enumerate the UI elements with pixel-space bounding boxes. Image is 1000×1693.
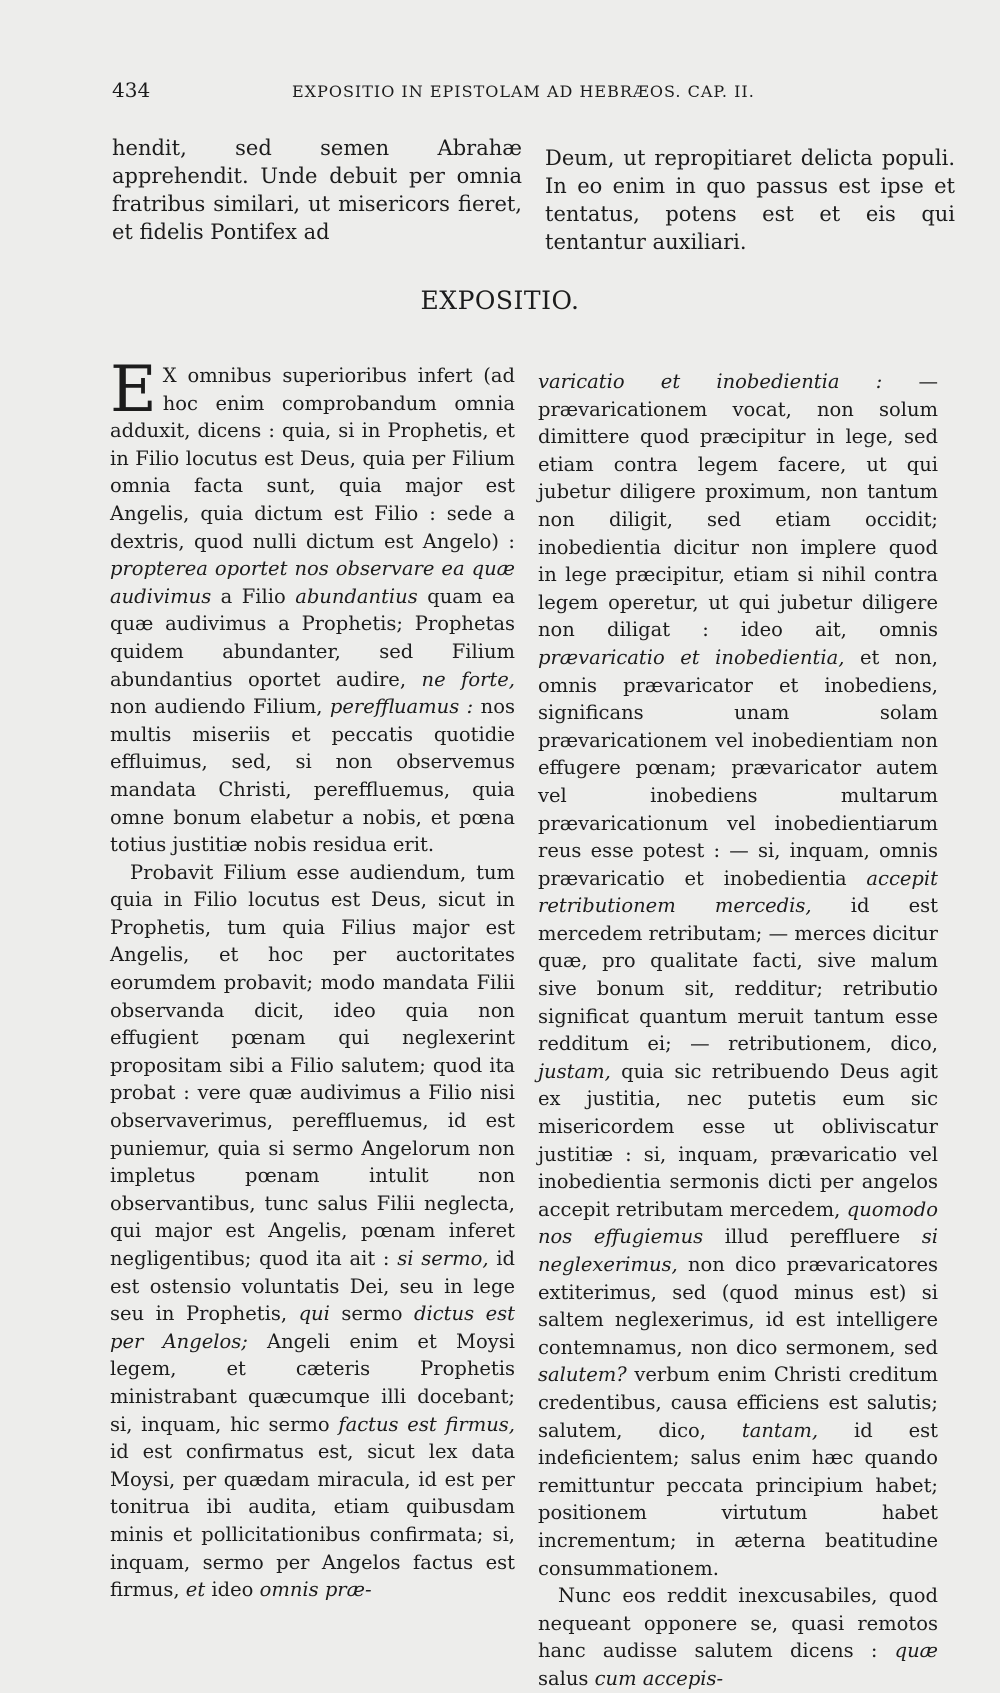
text-run: quam ea quæ audivimus a Prophetis; Prophetas quidem abundanter, sed Filium abundantius oportet audire, [110, 584, 515, 691]
commentary-right-column [538, 368, 938, 1693]
scripture-right-paragraph: Deum, ut repropitiaret delicta populi. In eo enim in quo passus est ipse et tentatus, potens est et eis qui tentantur auxiliari. [545, 146, 955, 254]
italic-run: quomodo nos effugiemus [538, 1197, 938, 1249]
text-run: quia sic retribuendo Deus agit ex justitia, nec putetis eum sic misericordem esse ut obliviscatur justitiæ : si, inquam, prævaricatio vel inobedientia sermonis dicti per angelos accepit retributam mercedem, [538, 1059, 938, 1221]
text-run: id est mercedem retributam; — merces dicitur quæ, pro qualitate facti, sive malum sive bonum sit, redditur; retributio significat quantum meruit tantum esse redditum ei; — retributionem, dico, [538, 894, 938, 1056]
scripture-text-right [545, 144, 955, 256]
text-run: et non, omnis prævaricator et inobediens, significans unam solam prævaricationem vel inobedientiam non effugere pœnam; prævaricator autem vel inobediens multarum prævaricationum vel inobedientiarum reus esse potest : — si, inquam, omnis prævaricatio et inobedientia [538, 645, 938, 890]
italic-run: cum accepis- [594, 1666, 724, 1690]
italic-run: si sermo, [397, 1247, 489, 1270]
text-run: Probavit Filium esse audiendum, tum quia in Filio locutus est Deus, sicut in Prophetis, tum quia Filius major est Angelis, et hoc per auctoritates eorumdem probavit; modo mandata Filii observanda dicit, ideo quia non effugient pœnam qui neglexerint propositam sibi a Filio salutem; quod ita probat : vere quæ audivimus a Filio nisi observaverimus, pereffluemus, id est puniemur, quia si sermo Angelorum non impletus pœnam intulit non observantibus, tunc salus Filii neglecta, qui major est Angelis, pœnam inferet negligentibus; quod ita ait : [110, 860, 515, 1270]
text-run: a Filio [211, 584, 296, 608]
italic-run: justam, [538, 1059, 611, 1083]
page-number: 434 [112, 78, 151, 102]
text-run: verbum enim Christi creditum credentibus, causa efficiens est salutis; salutem, dico, [538, 1363, 938, 1442]
text-run: non audiendo Filium, [110, 695, 330, 719]
italic-run: tantam, [741, 1418, 819, 1442]
italic-run: salutem? [538, 1363, 627, 1387]
scripture-text-left [112, 134, 522, 246]
text-run: id est confirmatus est, sicut lex data Moysi, per quædam miracula, id est per tonitrua ibi audita, etiam quibusdam minis et pollicitationibus confirmata; si, inquam, sermo per Angelos factus est firmus, [110, 1440, 515, 1602]
text-run: Angeli enim et Moysi legem, et cæteris Prophetis ministrabant quæcumque illi docebant; si, inquam, hic sermo [110, 1329, 515, 1436]
italic-run: accepit retributionem mercedis, [538, 866, 938, 918]
commentary-paragraph [538, 368, 938, 1582]
italic-run: qui [298, 1302, 330, 1326]
italic-run: propterea oportet nos observare ea quæ audivimus [110, 557, 515, 608]
commentary-left-column [110, 353, 515, 1604]
text-run: — prævaricationem vocat, non solum dimittere quod præcipitur in lege, sed etiam contra legem facere, ut qui jubetur diligere proximum, non tantum non diligit, sed etiam occidit; inobedientia dicitur non implere quod in lege præcipitur, etiam si nihil contra legem operetur, ut qui jubetur diligere non diligat : ideo ait, omnis [538, 370, 938, 642]
text-run: id est ostensio voluntatis Dei, seu in lege seu in Prophetis, [110, 1247, 515, 1326]
italic-run: pereffluamus : [329, 695, 474, 719]
text-run: ideo [205, 1578, 260, 1602]
italic-run: omnis præ- [259, 1578, 372, 1602]
italic-run: si neglexerimus, [538, 1225, 938, 1276]
italic-run: prævaricatio et inobedientia, [538, 645, 845, 669]
drop-cap: E [110, 353, 157, 427]
text-run: illud pereffluere [703, 1225, 922, 1249]
text-run: sermo [329, 1302, 415, 1326]
text-run: non dico prævaricatores extiterimus, sed (quod minus est) si saltem neglexerimus, id est intelligere contemnamus, non dico sermonem, sed [538, 1253, 938, 1359]
commentary-paragraph [538, 1582, 938, 1692]
italic-run: et [185, 1578, 206, 1602]
text-run: id est indeficientem; salus enim hæc quando remittuntur peccata principium habet; positionem virtutum habet incrementum; in æterna beatitudine consummationem. [538, 1418, 938, 1580]
section-title: EXPOSITIO. [420, 286, 580, 315]
text-run: nos multis miseriis et peccatis quotidie effluimus, sed, si non observemus mandata Christi, pereffluemus, quia omne bonum elabetur a nobis, et pœna totius justitiæ nobis residua erit. [110, 695, 515, 857]
text-run: salus [538, 1666, 595, 1690]
italic-run: ne forte, [421, 667, 515, 691]
italic-run: abundantius [295, 584, 418, 608]
italic-run: dictus est per Angelos; [110, 1302, 515, 1353]
running-head: EXPOSITIO IN EPISTOLAM AD HEBRÆOS. CAP. II. [292, 82, 755, 101]
scripture-left-paragraph: hendit, sed semen Abrahæ apprehendit. Unde debuit per omnia fratribus similari, ut misericors fieret, et fidelis Pontifex ad [112, 136, 522, 244]
text-run: Nunc eos reddit inexcusabiles, quod nequeant opponere se, quasi remotos hanc audisse salutem dicens : [538, 1584, 938, 1663]
page-header [112, 78, 872, 108]
commentary-paragraph [110, 859, 515, 1604]
text-run: X omnibus superioribus infert (ad hoc enim comprobandum omnia adduxit, dicens : quia, si in Prophetis, et in Filio locutus est Deus, quia per Filium omnia facta sunt, quia major est Angelis, quia dictum est Filio : sede a dextris, quod nulli dictum est Angelo) : [110, 364, 515, 553]
italic-run: varicatio et inobedientia : [538, 370, 883, 393]
italic-run: factus est firmus, [338, 1412, 515, 1436]
italic-run: quæ [894, 1639, 938, 1663]
commentary-paragraph [110, 353, 515, 859]
